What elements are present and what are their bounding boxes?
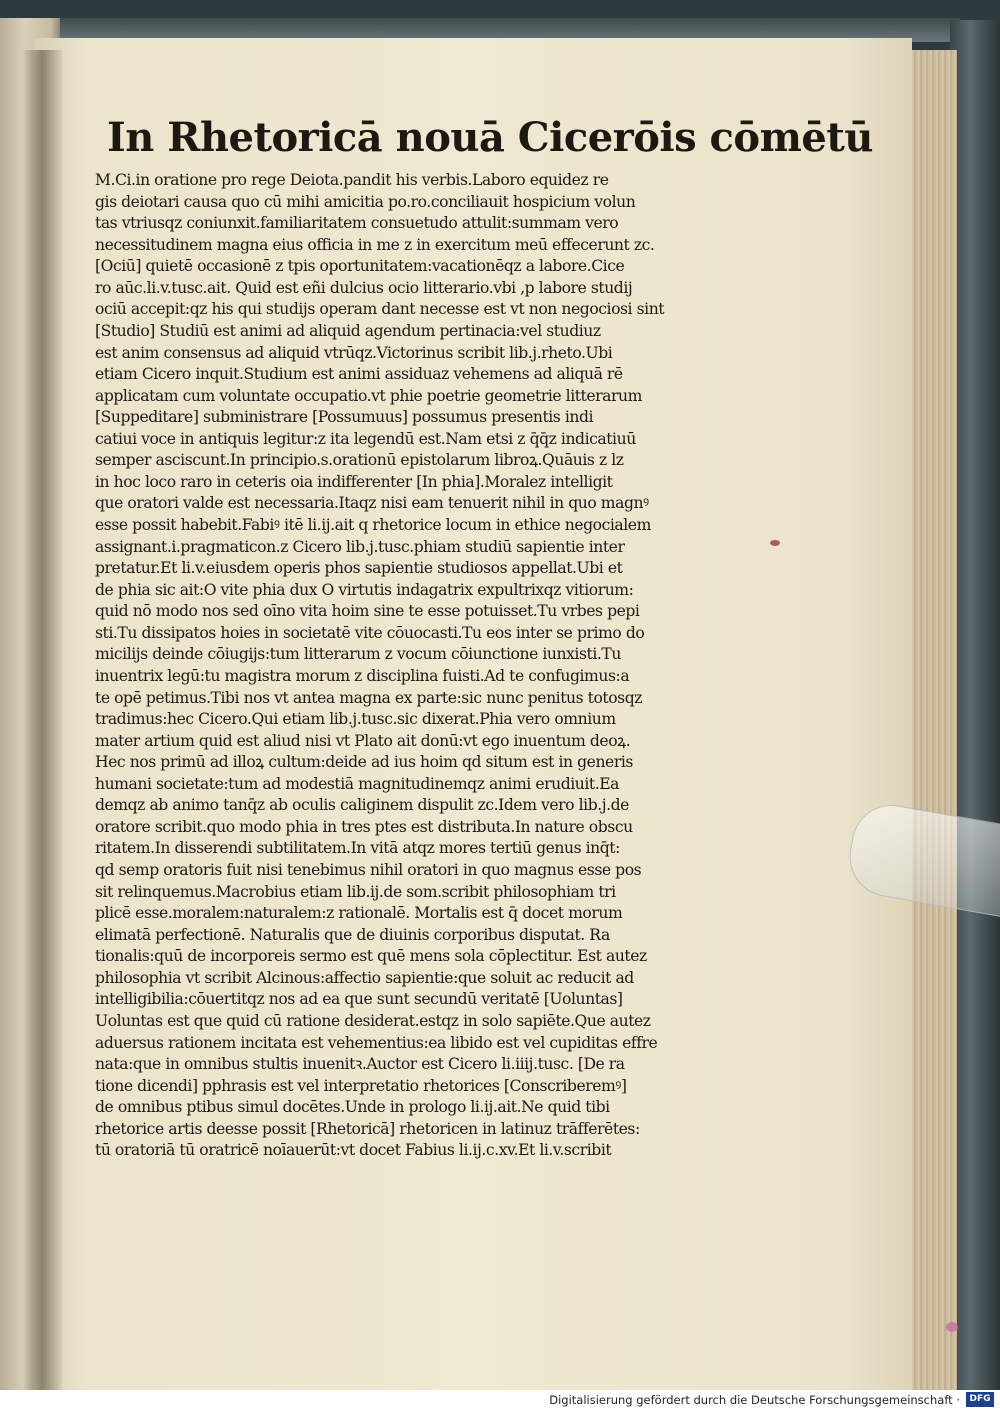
text-line: de omnibus ptibus simul docētes.Unde in prologo li.ij.ait.Ne quid tibi — [95, 1098, 610, 1117]
text-line: assignant.i.pragmaticon.z Cicero lib.j.tusc.phiam studiū sapientie inter — [95, 537, 625, 556]
text-line: Uoluntas est que quid cū ratione desiderat.estqz in solo sapiēte.Que autez — [95, 1011, 651, 1030]
text-line: de phia sic ait:O vite phia dux O virtutis indagatrix expultrixqz vitiorum: — [95, 580, 634, 599]
page-fore-edge — [905, 50, 957, 1390]
text-line: tū oratoriā tū oratricē noīauerūt:vt docet Fabius li.ij.c.xv.Et li.v.scribit — [95, 1141, 612, 1160]
text-line: semper asciscunt.In principio.s.orationū epistolarum libroꝝ.Quāuis z lz — [95, 451, 624, 470]
text-line: in hoc loco raro in ceteris oia indifferenter [In phia].Moralez intelligit — [95, 472, 613, 491]
dfg-logo: DFG — [966, 1392, 994, 1407]
text-line: pretatur.Et li.v.eiusdem operis phos sapientie studiosos appellat.Ubi et — [95, 559, 623, 578]
ink-stain — [770, 540, 780, 546]
ink-stain — [946, 1322, 958, 1332]
text-line: Hec nos primū ad illoꝝ cultum:deide ad ius hoim qd situm est in generis — [95, 753, 633, 772]
text-lines — [95, 170, 765, 1162]
text-line: ritatem.In disserendi subtilitatem.In vitā atqz mores tertiū genus inq̄t: — [95, 839, 620, 858]
text-line: nata:que in omnibus stultis inuenitꝛ.Auctor est Cicero li.iiij.tusc. [De ra — [95, 1055, 625, 1074]
text-line: rhetorice artis deesse possit [Rhetoricā] rhetoricen in latinuz trāfferētes: — [95, 1119, 640, 1138]
text-line: esse possit habebit.Fabiꝰ itē li.ij.ait q rhetorice locum in ethice negocialem — [95, 516, 651, 534]
text-line: est anim consensus ad aliquid vtrūqz.Victorinus scribit lib.j.rheto.Ubi — [95, 343, 613, 362]
text-line: oratore scribit.quo modo phia in tres ptes est distributa.In nature obscu — [95, 817, 633, 836]
text-line: tione dicendi] pphrasis est vel interpretatio rhetorices [Conscriberemꝰ] — [95, 1076, 627, 1095]
text-line: plicē esse.moralem:naturalem:z rationalē. Mortalis est q̄ docet morum — [95, 904, 623, 923]
text-line: M.Ci.in oratione pro rege Deiota.pandit his verbis.Laboro equidez re — [95, 171, 609, 189]
text-line: que oratori valde est necessaria.Itaqz nisi eam tenuerit nihil in quo magnꝰ — [95, 494, 649, 513]
text-line: intelligibilia:cōuertitqz nos ad ea que sunt secundū veritatē [Uoluntas] — [95, 990, 623, 1009]
text-line: philosophia vt scribit Alcinous:affectio sapientie:que soluit ac reducit ad — [95, 968, 634, 987]
text-line: sit relinquemus.Macrobius etiam lib.ij.de som.scribit philosophiam tri — [95, 882, 616, 901]
text-line: elimatā perfectionē. Naturalis que de diuinis corporibus disputat. Ra — [95, 925, 610, 944]
text-line: [Suppeditare] subministrare [Possumuus] possumus presentis indi — [95, 408, 594, 427]
text-line: tas vtriusqz coniunxit.familiaritatem consuetudo attulit:summam vero — [95, 214, 619, 233]
text-line: micilijs deinde cōiugijs:tum litterarum z vocum cōiunctione iunxisti.Tu — [95, 645, 621, 664]
footer-credit: Digitalisierung gefördert durch die Deutsche Forschungsgemeinschaft · — [549, 1393, 960, 1407]
text-line: tionalis:quū de incorporeis sermo est quē mens sola cōplectitur. Est autez — [95, 947, 647, 966]
text-line: aduersus rationem incitata est vehementius:ea libido est vel cupiditas effre — [95, 1033, 658, 1052]
gutter-shadow — [22, 50, 62, 1390]
text-line: quid nō modo nos sed oīno vita hoim sine te esse potuisset.Tu vrbes pepi — [95, 602, 640, 621]
footer — [0, 1390, 1000, 1411]
text-line: sti.Tu dissipatos hoies in societatē vite cōuocasti.Tu eos inter se primo do — [95, 623, 645, 642]
text-line: tradimus:hec Cicero.Qui etiam lib.j.tusc.sic dixerat.Phia vero omnium — [95, 710, 616, 729]
text-line: inuentrix legū:tu magistra morum z disciplina fuisti.Ad te confugimus:a — [95, 666, 630, 685]
text-line: catiui voce in antiquis legitur:z ita legendū est.Nam etsi z q̄q̄z indicatiuū — [95, 429, 636, 448]
text-line: ro aūc.li.v.tusc.ait. Quid est eñi dulcius ocio litterario.vbi ,p labore studij — [95, 278, 633, 297]
text-line: applicatam cum voluntate occupatio.vt phie poetrie geometrie litterarum — [95, 386, 642, 405]
text-line: te opē petimus.Tibi nos vt antea magna ex parte:sic nunc penitus totosqz — [95, 688, 643, 707]
text-line: qd semp oratoris fuit nisi tenebimus nihil oratori in quo magnus esse pos — [95, 861, 642, 879]
text-line: demqz ab animo tanq̄z ab oculis caliginem dispulit zc.Idem vero lib.j.de — [95, 796, 629, 815]
page-text — [95, 110, 873, 1162]
text-line: gis deiotari causa quo cū mihi amicitia po.ro.conciliauit hospicium volun — [95, 192, 636, 211]
text-line: necessitudinem magna eius officia in me z in exercitum meū effecerunt zc. — [95, 235, 655, 254]
page-heading: In Rhetoricā nouā Cicerōis cōmētū — [107, 114, 873, 161]
text-line: [Ociū] quietē occasionē z tpis oportunitatem:vacationēqz a labore.Cice — [95, 257, 625, 276]
text-line: [Studio] Studiū est animi ad aliquid agendum pertinacia:vel studiuz — [95, 321, 601, 340]
book-cover-board — [950, 20, 1000, 1390]
text-line: humani societate:tum ad modestiā magnitudinemqz animi erudiuit.Ea — [95, 774, 620, 793]
text-line: etiam Cicero inquit.Studium est animi assiduaz vehemens ad aliquā rē — [95, 365, 623, 384]
text-line: ociū accepit:qz his qui studijs operam dant necesse est vt non negociosi sint — [95, 300, 665, 319]
text-line: mater artium quid est aliud nisi vt Plato ait donū:vt ego inuentum deoꝝ. — [95, 731, 631, 750]
